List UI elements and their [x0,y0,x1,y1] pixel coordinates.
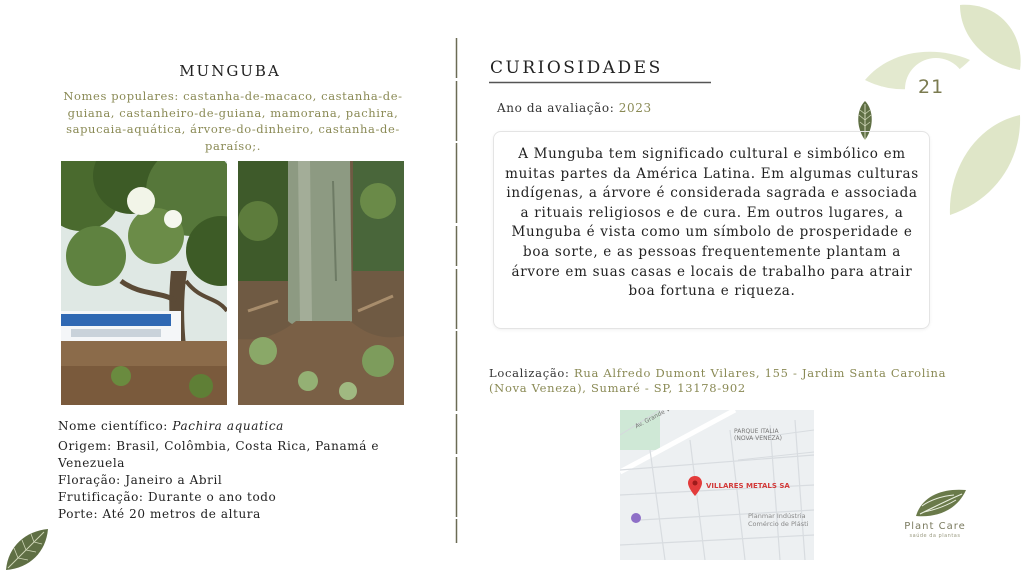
location: Localização: Rua Alfredo Dumont Vilares, 155 - Jardim Santa Carolina (Nova Veneza), Sumaré - SP, 13178-902 [489,366,947,395]
evaluation-year: Ano da avaliação: 2023 [497,101,652,115]
logo-name: Plant Care [904,521,966,532]
map-business-label: Planmar Indústria Comércio de Plásti [748,512,809,528]
page-number: 21 [918,76,945,98]
curiosity-text: A Munguba tem significado cultural e simbólico em muitas partes da América Latina. Em algumas culturas indígenas, a árvore é considerada sagrada e associada a rituais religiosos e de cura. Em outros lugares, a Munguba é vista como um símbolo de prosperidade e boa sorte, e as pessoas frequentemente plantam a árvore em suas casas e locais de trabalho para atrair boa fortuna e riqueza. [505,146,919,300]
location-address: Rua Alfredo Dumont Vilares, 155 - Jardim Santa Carolina (Nova Veneza), Sumaré - SP, 13178-902 [489,366,947,395]
map-pin-icon[interactable] [688,476,702,496]
logo-tagline: saúde da plantas [909,533,961,539]
leaf-icon-bottom [2,526,52,574]
popular-names: Nomes populares: castanha-de-macaco, castanha-de-guiana, castanheiro-de-guiana, mamorana, pachira, sapucaia-aquática, árvore-do-dinheiro, castanha-de-paraíso;. [63,89,403,153]
title-underline [489,81,711,84]
fruiting: Frutificação: Durante o ano todo [58,490,277,504]
size: Porte: Até 20 metros de altura [58,507,261,521]
plant-care-logo-icon [912,486,970,520]
scientific-name-value: Pachira aquatica [172,419,284,433]
map-pin-label: VILLARES METALS SA [706,482,790,490]
location-map[interactable] [620,410,814,560]
evaluation-year-value: 2023 [618,101,652,115]
scientific-name: Nome científico: Pachira aquatica [58,419,284,433]
tree-canopy-photo [61,161,227,405]
origin: Origem: Brasil, Colômbia, Costa Rica, Panamá e Venezuela [58,439,380,470]
section-title: CURIOSIDADES [490,58,663,78]
column-divider [455,38,458,543]
map-district-label: PARQUE ITALIA (NOVA VENEZA) [734,428,782,442]
flowering: Floração: Janeiro a Abril [58,473,223,487]
plant-title: MUNGUBA [179,62,281,80]
plant-facts [58,418,418,523]
trunk-photo [238,161,404,405]
